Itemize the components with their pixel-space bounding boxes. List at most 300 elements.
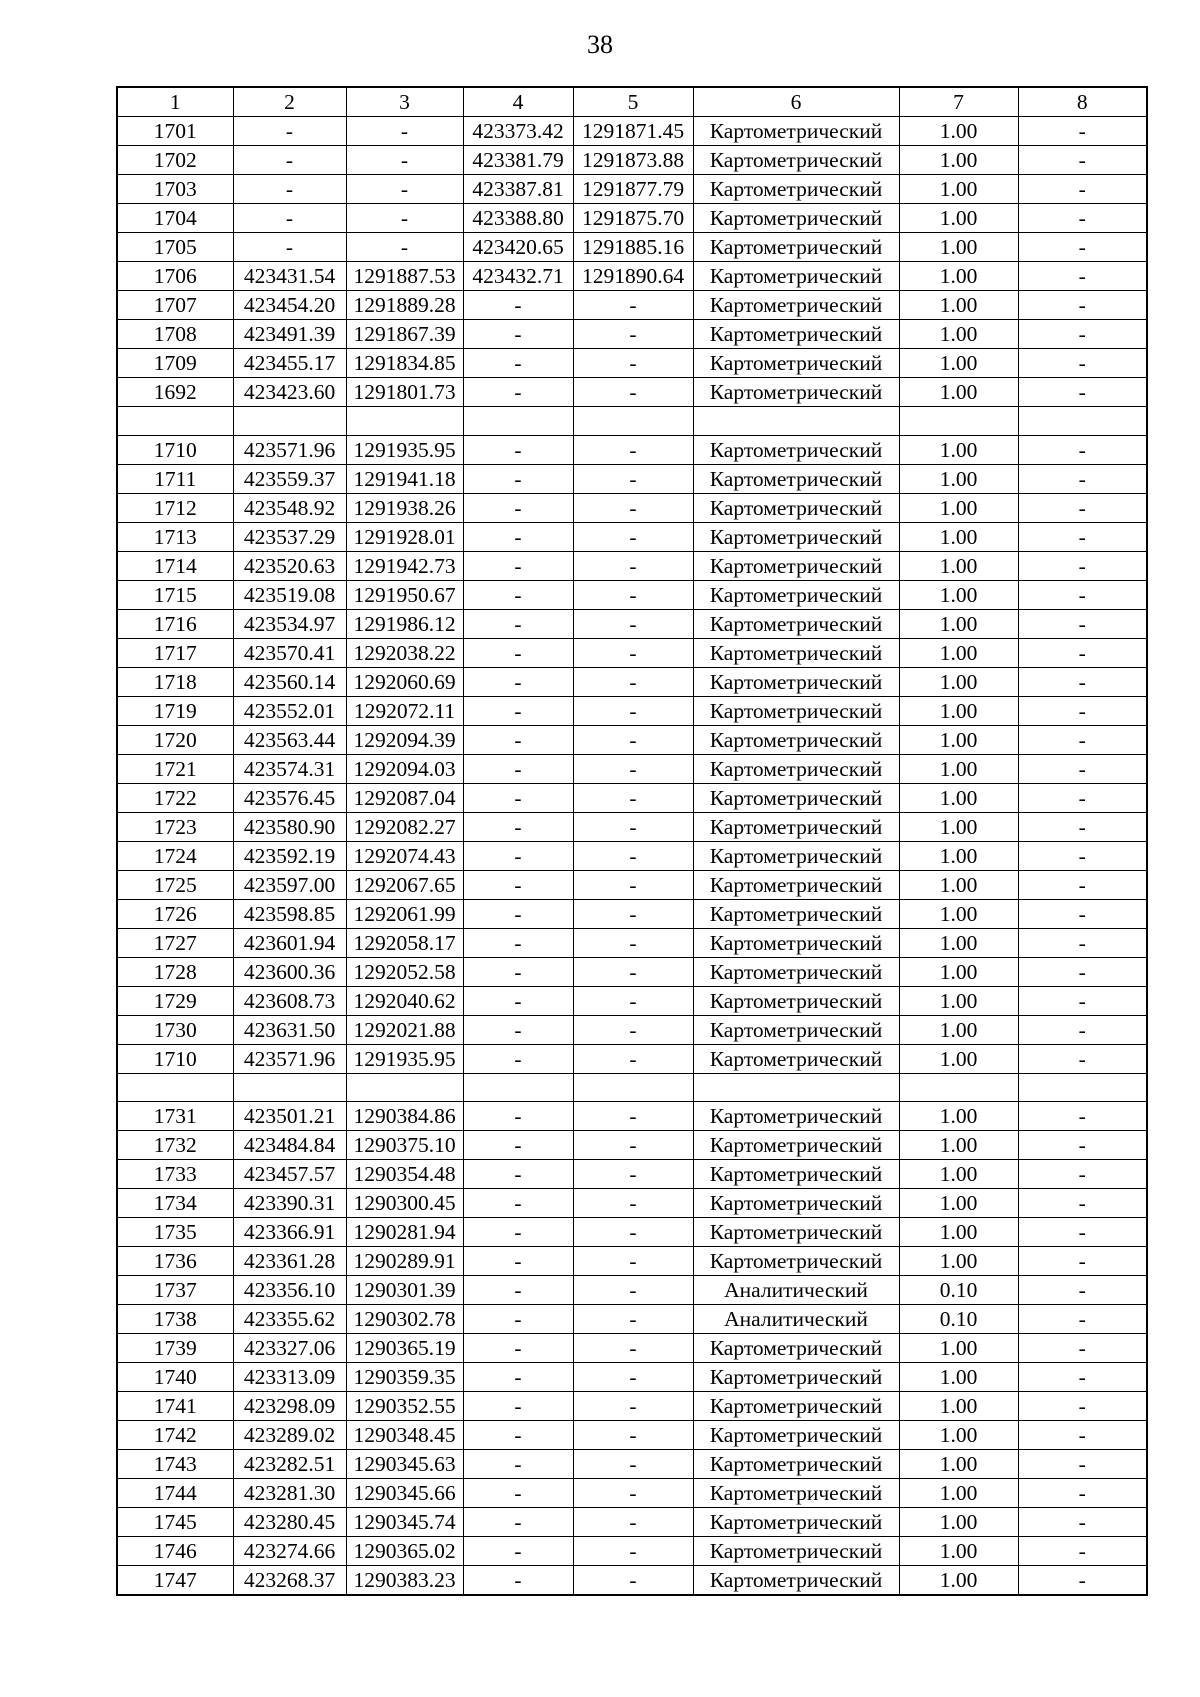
- table-cell: Картометрический: [693, 667, 899, 696]
- table-cell: 423559.37: [233, 464, 346, 493]
- table-cell: 1292061.99: [346, 899, 463, 928]
- table-cell: Картометрический: [693, 1218, 899, 1247]
- table-cell: Картометрический: [693, 1334, 899, 1363]
- table-cell: 1292060.69: [346, 667, 463, 696]
- table-cell: -: [463, 1392, 573, 1421]
- table-cell: Картометрический: [693, 580, 899, 609]
- table-cell: Картометрический: [693, 1189, 899, 1218]
- table-cell: 1290352.55: [346, 1392, 463, 1421]
- table-cell: 1.00: [899, 1189, 1018, 1218]
- table-cell: 423373.42: [463, 117, 573, 146]
- table-cell: 423327.06: [233, 1334, 346, 1363]
- table-row: [117, 928, 1147, 957]
- table-cell: [463, 407, 573, 436]
- table-cell: 1704: [117, 204, 233, 233]
- table-cell: 1.00: [899, 291, 1018, 320]
- table-row: [117, 812, 1147, 841]
- table-cell: 1733: [117, 1160, 233, 1189]
- table-row: [117, 204, 1147, 233]
- page-number: 38: [587, 30, 613, 59]
- table-cell: 1292074.43: [346, 841, 463, 870]
- table-header: [117, 87, 1147, 117]
- table-cell: -: [573, 378, 693, 407]
- table-cell: 1711: [117, 464, 233, 493]
- table-cell: 1.00: [899, 1102, 1018, 1131]
- table-cell: -: [1018, 754, 1147, 783]
- table-cell: -: [463, 1102, 573, 1131]
- table-cell: -: [1018, 464, 1147, 493]
- table-cell: -: [1018, 1508, 1147, 1537]
- header-cell: 6: [693, 87, 899, 117]
- table-cell: 1703: [117, 175, 233, 204]
- table-cell: 423501.21: [233, 1102, 346, 1131]
- table-cell: -: [463, 812, 573, 841]
- table-cell: 1.00: [899, 1566, 1018, 1596]
- table-cell: -: [463, 464, 573, 493]
- table-cell: -: [573, 783, 693, 812]
- table-cell: [573, 407, 693, 436]
- table-cell: Картометрический: [693, 1479, 899, 1508]
- table-cell: -: [1018, 1189, 1147, 1218]
- table-row: [117, 696, 1147, 725]
- table-cell: [117, 1073, 233, 1102]
- table-cell: Картометрический: [693, 493, 899, 522]
- table-cell: -: [1018, 349, 1147, 378]
- table-cell: -: [573, 1508, 693, 1537]
- table-cell: [233, 407, 346, 436]
- table-cell: -: [463, 349, 573, 378]
- table-row: [117, 117, 1147, 146]
- table-cell: 1.00: [899, 117, 1018, 146]
- header-cell: 3: [346, 87, 463, 117]
- table-row: [117, 464, 1147, 493]
- table-cell: 1723: [117, 812, 233, 841]
- table-cell: -: [573, 609, 693, 638]
- table-cell: -: [463, 1189, 573, 1218]
- table-cell: Картометрический: [693, 812, 899, 841]
- table-cell: [899, 1073, 1018, 1102]
- table-cell: 423608.73: [233, 986, 346, 1015]
- table-row: [117, 870, 1147, 899]
- table-cell: Аналитический: [693, 1276, 899, 1305]
- table-cell: [693, 1073, 899, 1102]
- table-cell: 423571.96: [233, 435, 346, 464]
- table-cell: -: [233, 117, 346, 146]
- table-row: [117, 1392, 1147, 1421]
- table-cell: Картометрический: [693, 783, 899, 812]
- table-cell: 1290281.94: [346, 1218, 463, 1247]
- table-cell: 1.00: [899, 378, 1018, 407]
- table-row: [117, 522, 1147, 551]
- table-cell: 1.00: [899, 957, 1018, 986]
- table-cell: 1.00: [899, 1392, 1018, 1421]
- table-cell: 423313.09: [233, 1363, 346, 1392]
- table-cell: 1.00: [899, 986, 1018, 1015]
- table-cell: -: [573, 435, 693, 464]
- table-cell: -: [463, 1537, 573, 1566]
- table-cell: 1744: [117, 1479, 233, 1508]
- table-cell: [1018, 407, 1147, 436]
- table-cell: -: [1018, 1015, 1147, 1044]
- table-cell: Картометрический: [693, 175, 899, 204]
- table-cell: 1727: [117, 928, 233, 957]
- table-cell: 1.00: [899, 1044, 1018, 1073]
- table-cell: 1291890.64: [573, 262, 693, 291]
- table-cell: -: [463, 783, 573, 812]
- table-cell: Картометрический: [693, 320, 899, 349]
- table-cell: 1292052.58: [346, 957, 463, 986]
- table-cell: Картометрический: [693, 1247, 899, 1276]
- table-cell: -: [1018, 1305, 1147, 1334]
- table-cell: -: [463, 320, 573, 349]
- table-cell: -: [1018, 783, 1147, 812]
- table-row: [117, 986, 1147, 1015]
- table-row: [117, 435, 1147, 464]
- table-cell: -: [1018, 696, 1147, 725]
- table-row: [117, 783, 1147, 812]
- table-cell: 1292094.03: [346, 754, 463, 783]
- table-cell: 1290289.91: [346, 1247, 463, 1276]
- table-cell: -: [463, 1566, 573, 1596]
- table-cell: 1.00: [899, 1334, 1018, 1363]
- table-cell: 1290348.45: [346, 1421, 463, 1450]
- table-cell: [233, 1073, 346, 1102]
- table-cell: Картометрический: [693, 696, 899, 725]
- table-row: [117, 291, 1147, 320]
- header-cell: 4: [463, 87, 573, 117]
- table-cell: Картометрический: [693, 522, 899, 551]
- table-cell: 1.00: [899, 1479, 1018, 1508]
- table-cell: -: [573, 1305, 693, 1334]
- table-cell: 423597.00: [233, 870, 346, 899]
- table-cell: -: [463, 1334, 573, 1363]
- table-cell: -: [463, 1276, 573, 1305]
- table-cell: 1717: [117, 638, 233, 667]
- table-cell: -: [573, 1218, 693, 1247]
- table-cell: 0.10: [899, 1305, 1018, 1334]
- table-cell: -: [463, 1479, 573, 1508]
- table-cell: -: [573, 1392, 693, 1421]
- table-cell: 1291986.12: [346, 609, 463, 638]
- table-cell: 1291875.70: [573, 204, 693, 233]
- table-cell: -: [1018, 580, 1147, 609]
- table-cell: 1291889.28: [346, 291, 463, 320]
- table-cell: -: [463, 957, 573, 986]
- table-cell: 1.00: [899, 551, 1018, 580]
- table-row: [117, 1363, 1147, 1392]
- table-cell: 423366.91: [233, 1218, 346, 1247]
- table-cell: -: [1018, 957, 1147, 986]
- table-cell: -: [463, 1218, 573, 1247]
- table-cell: 1.00: [899, 1015, 1018, 1044]
- table-body: [117, 117, 1147, 1596]
- table-cell: -: [463, 1015, 573, 1044]
- table-cell: 1736: [117, 1247, 233, 1276]
- table-cell: 423631.50: [233, 1015, 346, 1044]
- table-cell: -: [463, 870, 573, 899]
- table-cell: -: [463, 609, 573, 638]
- table-cell: -: [1018, 1421, 1147, 1450]
- table-cell: -: [463, 1305, 573, 1334]
- table-cell: 1290375.10: [346, 1131, 463, 1160]
- table-cell: 1710: [117, 435, 233, 464]
- table-cell: 423281.30: [233, 1479, 346, 1508]
- table-cell: -: [463, 696, 573, 725]
- table-cell: 1.00: [899, 349, 1018, 378]
- table-cell: 1290345.66: [346, 1479, 463, 1508]
- table-cell: 1291941.18: [346, 464, 463, 493]
- table-cell: 1291877.79: [573, 175, 693, 204]
- table-cell: -: [463, 1044, 573, 1073]
- table-cell: 423381.79: [463, 146, 573, 175]
- table-row: [117, 407, 1147, 436]
- table-cell: 423388.80: [463, 204, 573, 233]
- table-cell: 423280.45: [233, 1508, 346, 1537]
- table-cell: -: [573, 320, 693, 349]
- table-cell: 1292087.04: [346, 783, 463, 812]
- table-cell: 423387.81: [463, 175, 573, 204]
- table-cell: 1291873.88: [573, 146, 693, 175]
- table-cell: 1720: [117, 725, 233, 754]
- table-cell: 1291950.67: [346, 580, 463, 609]
- table-cell: -: [1018, 435, 1147, 464]
- table-cell: 423563.44: [233, 725, 346, 754]
- table-cell: -: [573, 1102, 693, 1131]
- table-cell: 423580.90: [233, 812, 346, 841]
- table-cell: 1291887.53: [346, 262, 463, 291]
- table-cell: Картометрический: [693, 378, 899, 407]
- table-cell: 1292082.27: [346, 812, 463, 841]
- table-cell: -: [463, 1508, 573, 1537]
- table-cell: Картометрический: [693, 117, 899, 146]
- table-cell: Картометрический: [693, 1508, 899, 1537]
- table-cell: Картометрический: [693, 1363, 899, 1392]
- table-cell: -: [1018, 1363, 1147, 1392]
- table-cell: 1718: [117, 667, 233, 696]
- table-cell: 423298.09: [233, 1392, 346, 1421]
- table-cell: 1746: [117, 1537, 233, 1566]
- table-cell: -: [1018, 1537, 1147, 1566]
- table-cell: 1.00: [899, 580, 1018, 609]
- table-cell: -: [573, 522, 693, 551]
- table-cell: -: [233, 146, 346, 175]
- table-cell: 1709: [117, 349, 233, 378]
- table-cell: -: [463, 841, 573, 870]
- table-cell: -: [1018, 291, 1147, 320]
- table-row: [117, 378, 1147, 407]
- table-cell: -: [346, 146, 463, 175]
- table-cell: -: [463, 1247, 573, 1276]
- table-cell: -: [1018, 378, 1147, 407]
- table-cell: [117, 407, 233, 436]
- table-cell: 1292021.88: [346, 1015, 463, 1044]
- table-cell: -: [463, 291, 573, 320]
- table-cell: 1713: [117, 522, 233, 551]
- table-cell: -: [1018, 262, 1147, 291]
- table-cell: 1.00: [899, 1160, 1018, 1189]
- table-cell: Картометрический: [693, 1131, 899, 1160]
- table-cell: 423282.51: [233, 1450, 346, 1479]
- table-cell: Картометрический: [693, 349, 899, 378]
- table-cell: -: [1018, 928, 1147, 957]
- table-cell: 1715: [117, 580, 233, 609]
- table-cell: -: [573, 1537, 693, 1566]
- table-cell: [573, 1073, 693, 1102]
- table-cell: -: [463, 522, 573, 551]
- table-cell: 1.00: [899, 464, 1018, 493]
- table-cell: 1.00: [899, 841, 1018, 870]
- table-cell: 1701: [117, 117, 233, 146]
- table-cell: -: [1018, 1334, 1147, 1363]
- table-cell: 1292040.62: [346, 986, 463, 1015]
- table-cell: 0.10: [899, 1276, 1018, 1305]
- table-cell: -: [573, 464, 693, 493]
- table-cell: -: [573, 580, 693, 609]
- table-cell: Картометрический: [693, 870, 899, 899]
- table-cell: Картометрический: [693, 262, 899, 291]
- table-cell: -: [463, 725, 573, 754]
- table-cell: 1745: [117, 1508, 233, 1537]
- table-cell: 423457.57: [233, 1160, 346, 1189]
- table-cell: 1.00: [899, 1218, 1018, 1247]
- table-cell: -: [573, 1015, 693, 1044]
- table-cell: 423355.62: [233, 1305, 346, 1334]
- table-cell: 1.00: [899, 522, 1018, 551]
- table-cell: 423491.39: [233, 320, 346, 349]
- table-cell: Картометрический: [693, 464, 899, 493]
- table-cell: 1291942.73: [346, 551, 463, 580]
- table-cell: 1290345.74: [346, 1508, 463, 1537]
- table-cell: -: [346, 204, 463, 233]
- table-cell: 423432.71: [463, 262, 573, 291]
- table-cell: 1743: [117, 1450, 233, 1479]
- table-cell: 423560.14: [233, 667, 346, 696]
- table-row: [117, 175, 1147, 204]
- table-cell: 423548.92: [233, 493, 346, 522]
- table-row: [117, 899, 1147, 928]
- table-cell: 1291885.16: [573, 233, 693, 262]
- table-cell: -: [1018, 1218, 1147, 1247]
- table-cell: Картометрический: [693, 435, 899, 464]
- table-cell: Картометрический: [693, 1450, 899, 1479]
- table-cell: -: [1018, 1131, 1147, 1160]
- table-cell: -: [463, 899, 573, 928]
- table-cell: 1290384.86: [346, 1102, 463, 1131]
- table-cell: -: [1018, 117, 1147, 146]
- table-cell: 1702: [117, 146, 233, 175]
- table-cell: 1.00: [899, 493, 1018, 522]
- table-cell: -: [573, 725, 693, 754]
- table-row: [117, 580, 1147, 609]
- table-cell: Картометрический: [693, 1537, 899, 1566]
- table-cell: 1291935.95: [346, 1044, 463, 1073]
- table-cell: -: [1018, 1160, 1147, 1189]
- table-cell: Картометрический: [693, 638, 899, 667]
- header-cell: 7: [899, 87, 1018, 117]
- table-cell: 1724: [117, 841, 233, 870]
- table-cell: 1.00: [899, 1537, 1018, 1566]
- table-cell: -: [1018, 551, 1147, 580]
- table-row: [117, 262, 1147, 291]
- header-cell: 1: [117, 87, 233, 117]
- table-cell: [346, 407, 463, 436]
- table-cell: 1705: [117, 233, 233, 262]
- table-row: [117, 1015, 1147, 1044]
- table-cell: Картометрический: [693, 146, 899, 175]
- table-cell: 423600.36: [233, 957, 346, 986]
- table-cell: 1290300.45: [346, 1189, 463, 1218]
- table-cell: -: [1018, 493, 1147, 522]
- table-cell: 1716: [117, 609, 233, 638]
- table-cell: 1722: [117, 783, 233, 812]
- table-cell: 1291801.73: [346, 378, 463, 407]
- table-cell: Картометрический: [693, 1566, 899, 1596]
- table-cell: 1.00: [899, 725, 1018, 754]
- table-row: [117, 1508, 1147, 1537]
- table-cell: 1.00: [899, 667, 1018, 696]
- table-cell: Картометрический: [693, 1044, 899, 1073]
- table-row: [117, 841, 1147, 870]
- table-cell: -: [346, 117, 463, 146]
- table-cell: 1290301.39: [346, 1276, 463, 1305]
- table-cell: 1734: [117, 1189, 233, 1218]
- table-cell: -: [463, 435, 573, 464]
- table-cell: 1290302.78: [346, 1305, 463, 1334]
- table-cell: 423520.63: [233, 551, 346, 580]
- table-cell: 1706: [117, 262, 233, 291]
- table-cell: -: [573, 349, 693, 378]
- table-cell: -: [463, 638, 573, 667]
- table-cell: 1742: [117, 1421, 233, 1450]
- table-cell: -: [573, 1189, 693, 1218]
- table-row: [117, 667, 1147, 696]
- table-row: [117, 1276, 1147, 1305]
- table-cell: 423390.31: [233, 1189, 346, 1218]
- table-cell: 423601.94: [233, 928, 346, 957]
- table-row: [117, 1073, 1147, 1102]
- table-cell: 1292038.22: [346, 638, 463, 667]
- table-cell: -: [1018, 667, 1147, 696]
- table-cell: 1.00: [899, 1247, 1018, 1276]
- table-cell: -: [1018, 146, 1147, 175]
- header-row: [117, 87, 1147, 117]
- table-cell: 1741: [117, 1392, 233, 1421]
- table-cell: -: [1018, 841, 1147, 870]
- table-cell: 423592.19: [233, 841, 346, 870]
- table-cell: -: [463, 551, 573, 580]
- table-cell: 423356.10: [233, 1276, 346, 1305]
- table-cell: 1.00: [899, 1363, 1018, 1392]
- table-cell: 1291935.95: [346, 435, 463, 464]
- table-cell: -: [573, 1247, 693, 1276]
- table-cell: 423576.45: [233, 783, 346, 812]
- table-row: [117, 1044, 1147, 1073]
- table-row: [117, 1218, 1147, 1247]
- table-row: [117, 1537, 1147, 1566]
- table-cell: -: [463, 1160, 573, 1189]
- table-cell: -: [463, 1450, 573, 1479]
- table-row: [117, 146, 1147, 175]
- table-cell: 1291871.45: [573, 117, 693, 146]
- table-cell: Картометрический: [693, 1392, 899, 1421]
- table-cell: -: [1018, 1247, 1147, 1276]
- table-cell: 423537.29: [233, 522, 346, 551]
- table-row: [117, 320, 1147, 349]
- table-cell: [346, 1073, 463, 1102]
- table-cell: -: [573, 899, 693, 928]
- table-cell: 1738: [117, 1305, 233, 1334]
- table-cell: -: [573, 1421, 693, 1450]
